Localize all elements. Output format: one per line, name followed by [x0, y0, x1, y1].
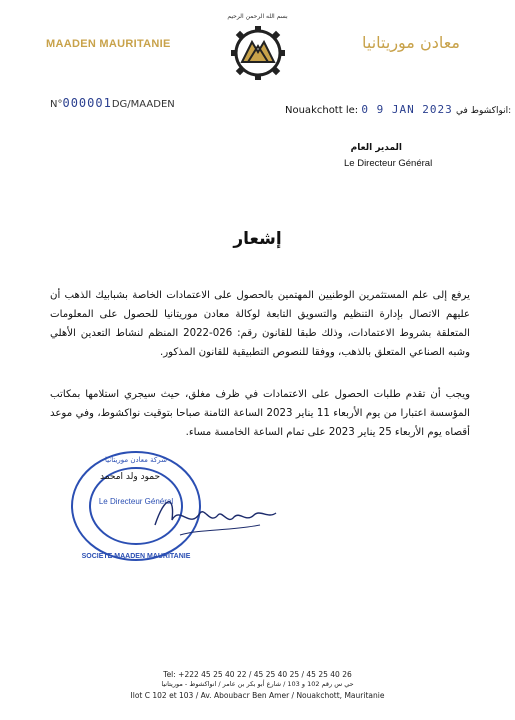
- date-label-ar: انواكشوط في:: [456, 106, 512, 116]
- notice-title: إشعار: [233, 229, 282, 249]
- issuer-title-ar: المدير العام: [350, 143, 402, 153]
- brand-name-fr: MAADEN MAURITANIE: [46, 38, 171, 50]
- signer-name: حمود ولد امحمد: [100, 472, 161, 482]
- footer-phone: Tel: +222 45 25 40 22 / 45 25 40 25 / 45 25 40 26: [163, 670, 352, 679]
- basmala: بسم الله الرحمن الرحيم: [227, 13, 288, 20]
- stamp-outer-text: SOCIETE MAADEN MAURITANIE: [81, 553, 191, 560]
- date-stamp: 0 9 JAN 2023: [361, 103, 453, 116]
- date-line: [285, 103, 511, 116]
- footer-address-fr: Ilot C 102 et 103 / Av. Aboubacr Ben Amer / Nouakchott, Mauritanie: [130, 691, 385, 700]
- footer-address-ar: حي س رقم 102 و 103 / شارع أبو بكر بن عامر / انواكشوط - موريتانيا: [161, 680, 354, 688]
- brand-name-ar: معادن موريتانيا: [362, 33, 460, 52]
- maaden-gear-logo-icon: [224, 20, 292, 82]
- reference-prefix: N°: [50, 99, 63, 110]
- stamp-arabic-text: شركة معادن موريتانيا: [105, 456, 167, 464]
- reference-suffix: DG/MAADEN: [111, 99, 175, 110]
- date-label-fr: Nouakchott le:: [285, 105, 359, 116]
- handwritten-signature: [150, 485, 280, 545]
- issuer-title-fr: Le Directeur Général: [344, 158, 433, 169]
- notice-paragraph-1: يرفع إلى علم المستثمرين الوطنيين المهتمين بالحصول على الاعتمادات الخاصة بشبابيك الذهب أن عليهم الاتصال بإدارة التنظيم والتسويق التابعة لوكالة معادن موريتانيا للحصول على المعلومات المتعلقة بشروط الاعتمادات، وذلك طبقا للقانون رقم: 026-2022 المنظم لنشاط التعدين الأهلي وشبه الصناعي المتعلق بالذهب، ووفقا للنصوص التطبيقية للقانون المذكور.: [50, 290, 470, 358]
- reference-number: [50, 96, 175, 110]
- stamp-center-text: Le Directeur Général: [98, 497, 174, 506]
- notice-paragraph-2: ويجب أن تقدم طلبات الحصول على الاعتمادات في ظرف مغلق، حيث سيجري استلامها بمكاتب المؤسسة اعتبارا من يوم الأربعاء 11 يناير 2023 الساعة الثامنة صباحا بتوقيت نواكشوط، وفي موعد أقصاه يوم الأربعاء 25 يناير 2023 على تمام الساعة الخامسة مساء.: [50, 389, 470, 438]
- reference-number-value: 000001: [62, 96, 112, 110]
